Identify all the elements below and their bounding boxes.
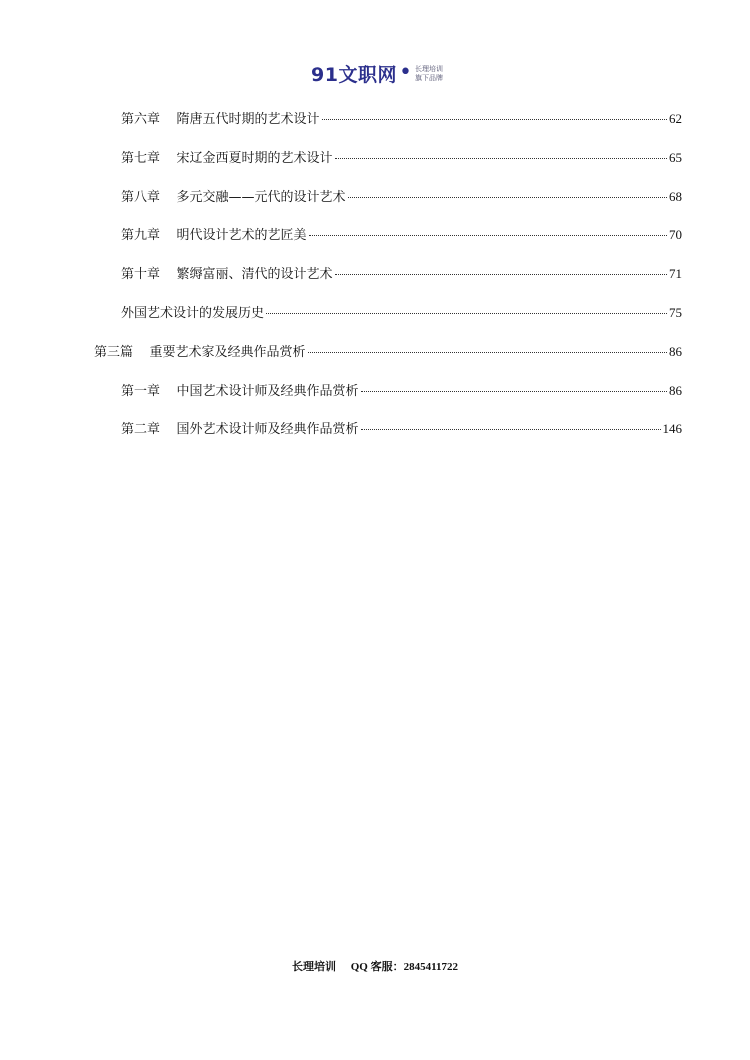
footer-org: 长理培训 — [291, 961, 336, 973]
toc-page-number: 62 — [669, 111, 682, 126]
toc-entry-title: 第三篇 重要艺术家及经典作品赏析 — [94, 344, 306, 360]
toc-page-number: 71 — [669, 266, 682, 282]
toc-dot-leader — [348, 197, 667, 198]
toc-dot-leader — [361, 391, 667, 392]
toc-entry-title: 第八章 多元交融——元代的设计艺术 — [121, 189, 346, 205]
toc-dot-leader — [361, 429, 661, 430]
logo-subtitle-line2: 旗下品牌 — [414, 73, 443, 82]
toc-entry-title: 外国艺术设计的发展历史 — [121, 306, 265, 321]
toc-entry-title: 第七章 宋辽金西夏时期的艺术设计 — [121, 150, 333, 166]
toc-entry[interactable] — [0, 108, 750, 128]
toc-entry-title: 第二章 国外艺术设计师及经典作品赏析 — [121, 422, 359, 438]
brand-logo — [311, 60, 443, 87]
toc-entry-title: 第九章 明代设计艺术的艺匠美 — [121, 228, 307, 244]
toc-entry[interactable] — [0, 380, 750, 400]
toc-page-number: 68 — [669, 188, 682, 204]
toc-entry[interactable] — [0, 418, 750, 438]
toc-entry[interactable] — [0, 302, 750, 322]
logo-subtitle-line1: 长理培训 — [414, 64, 443, 73]
toc-dot-leader — [335, 158, 667, 159]
toc-dot-leader — [309, 235, 667, 236]
toc-entry-title: 第六章 隋唐五代时期的艺术设计 — [121, 112, 320, 127]
toc-entry[interactable] — [0, 186, 750, 206]
toc-page-number: 65 — [669, 149, 682, 165]
logo-subtitle — [415, 65, 443, 83]
toc-entry[interactable] — [0, 341, 750, 361]
toc-dot-leader — [308, 352, 667, 353]
toc-page-number: 86 — [669, 343, 682, 359]
page-footer — [0, 958, 750, 974]
toc-dot-leader — [335, 274, 667, 275]
toc-page-number: 146 — [662, 421, 682, 437]
logo-text: 91文职网 — [311, 64, 397, 86]
page-header — [0, 60, 750, 87]
toc-dot-leader — [322, 119, 667, 120]
toc-entry[interactable] — [0, 147, 750, 167]
toc-entry[interactable] — [0, 224, 750, 244]
toc-entry-title: 第一章 中国艺术设计师及经典作品赏析 — [121, 383, 359, 399]
toc-page-number: 75 — [669, 305, 682, 320]
toc-entry[interactable] — [0, 263, 750, 283]
footer-qq: QQ 客服：2845411722 — [350, 961, 458, 973]
toc-entry-title: 第十章 繁缛富丽、清代的设计艺术 — [121, 267, 333, 283]
toc-page-number: 70 — [669, 227, 682, 243]
toc-page-number: 86 — [669, 382, 682, 398]
logo-dot: • — [398, 59, 412, 85]
toc-dot-leader — [266, 313, 667, 314]
